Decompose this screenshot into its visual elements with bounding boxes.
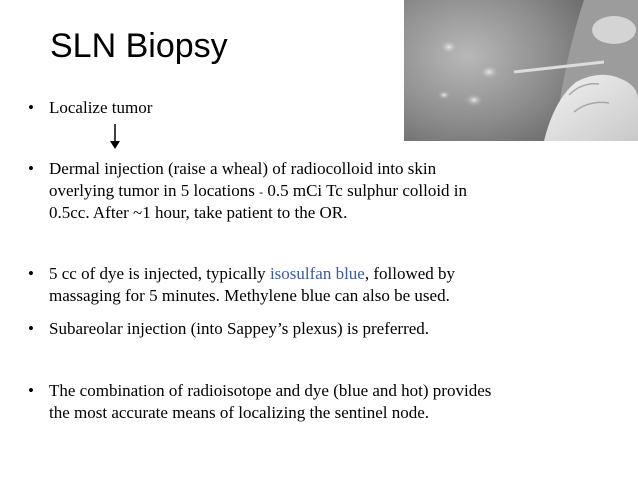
isosulfan-blue-term: isosulfan blue — [269, 264, 365, 283]
dye-text-a: 5 cc of dye is injected, typically — [49, 264, 270, 283]
injection-photo — [404, 0, 638, 141]
slide-title: SLN Biopsy — [50, 27, 228, 65]
bullet-marker: • — [28, 98, 34, 117]
down-arrow-icon — [108, 124, 122, 150]
bullet-dye-line-1 — [49, 263, 455, 284]
dermal-text-a: overlying tumor in 5 locations — [49, 181, 260, 200]
bullet-combination-line-1: The combination of radioisotope and dye (blue and hot) provides — [49, 381, 492, 400]
bullet-marker: • — [28, 381, 34, 400]
bullet-localize-tumor: Localize tumor — [49, 98, 153, 117]
bullet-marker: • — [28, 159, 34, 178]
dermal-dash: - — [259, 185, 264, 199]
bullet-dermal-injection-line-3: 0.5cc. After ~1 hour, take patient to the OR. — [49, 203, 348, 222]
bullet-marker: • — [28, 264, 34, 283]
bullet-dermal-injection-line-2 — [49, 180, 467, 203]
dye-text-b: , followed by — [364, 264, 456, 283]
bullet-dermal-injection-line-1: Dermal injection (raise a wheal) of radiocolloid into skin — [49, 159, 437, 178]
bullet-marker: • — [28, 319, 34, 338]
bullet-subareolar: Subareolar injection (into Sappey’s plexus) is preferred. — [49, 319, 430, 338]
bullet-dye-line-2: massaging for 5 minutes. Methylene blue can also be used. — [49, 286, 450, 305]
dermal-text-b: 0.5 mCi Tc sulphur colloid in — [263, 181, 468, 200]
bullet-combination-line-2: the most accurate means of localizing the sentinel node. — [49, 403, 430, 422]
